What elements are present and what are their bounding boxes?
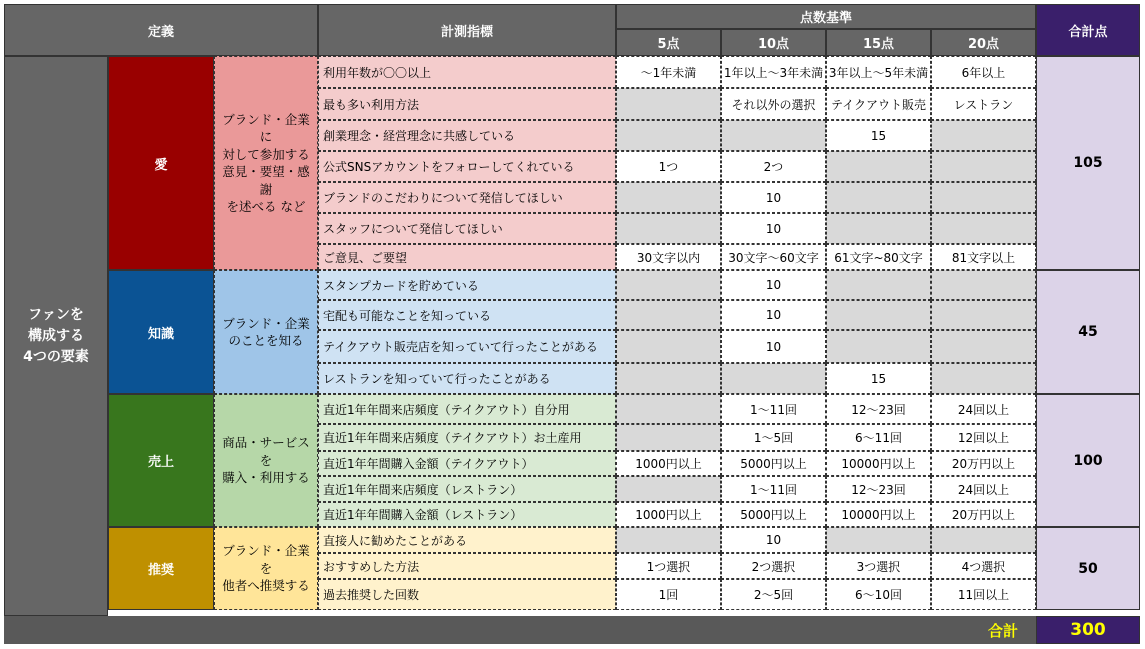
score-2-4-0: 1000円以上	[616, 502, 721, 527]
header-level-15: 15点	[826, 29, 931, 56]
score-1-1-3	[931, 300, 1036, 330]
indicator-1-3: レストランを知っていて行ったことがある	[318, 363, 616, 394]
header-definition: 定義	[4, 4, 318, 56]
score-0-6-3: 81文字以上	[931, 244, 1036, 270]
score-0-0-0: ～1年未満	[616, 56, 721, 88]
indicator-2-1: 直近1年年間来店頻度（テイクアウト）お土産用	[318, 424, 616, 451]
indicator-2-4: 直近1年年間購入金額（レストラン）	[318, 502, 616, 527]
score-3-2-3: 11回以上	[931, 579, 1036, 610]
score-1-3-3	[931, 363, 1036, 394]
score-2-2-3: 20万円以上	[931, 451, 1036, 476]
score-0-5-3	[931, 213, 1036, 244]
footer-total-label: 合計	[940, 616, 1036, 644]
score-1-3-0	[616, 363, 721, 394]
header-total: 合計点	[1036, 4, 1140, 56]
score-0-1-2: テイクアウト販売	[826, 88, 931, 120]
score-2-3-3: 24回以上	[931, 476, 1036, 502]
indicator-0-1: 最も多い利用方法	[318, 88, 616, 120]
score-3-2-0: 1回	[616, 579, 721, 610]
score-0-5-1: 10	[721, 213, 826, 244]
footer-bar	[4, 616, 940, 644]
score-0-6-2: 61文字~80文字	[826, 244, 931, 270]
category-total-3: 50	[1036, 527, 1140, 610]
indicator-2-2: 直近1年年間購入金額（テイクアウト）	[318, 451, 616, 476]
score-0-5-0	[616, 213, 721, 244]
category-description-2: 商品・サービス を 購入・利用する	[214, 394, 318, 527]
score-2-4-3: 20万円以上	[931, 502, 1036, 527]
score-1-0-0	[616, 270, 721, 300]
score-2-0-3: 24回以上	[931, 394, 1036, 424]
indicator-1-0: スタンプカードを貯めている	[318, 270, 616, 300]
score-1-0-2	[826, 270, 931, 300]
header-indicator: 計測指標	[318, 4, 616, 56]
category-3: 推奨	[108, 527, 214, 610]
score-0-2-0	[616, 120, 721, 151]
score-0-4-2	[826, 182, 931, 213]
score-3-2-1: 2～5回	[721, 579, 826, 610]
indicator-1-1: 宅配も可能なことを知っている	[318, 300, 616, 330]
score-2-1-0	[616, 424, 721, 451]
score-2-2-2: 10000円以上	[826, 451, 931, 476]
score-0-3-0: 1つ	[616, 151, 721, 182]
indicator-0-4: ブランドのこだわりについて発信してほしい	[318, 182, 616, 213]
header-level-20: 20点	[931, 29, 1036, 56]
score-2-1-3: 12回以上	[931, 424, 1036, 451]
indicator-2-3: 直近1年年間来店頻度（レストラン）	[318, 476, 616, 502]
indicator-3-0: 直接人に勧めたことがある	[318, 527, 616, 553]
score-3-1-3: 4つ選択	[931, 553, 1036, 579]
score-2-2-0: 1000円以上	[616, 451, 721, 476]
score-1-1-0	[616, 300, 721, 330]
score-0-1-1: それ以外の選択	[721, 88, 826, 120]
score-2-0-2: 12～23回	[826, 394, 931, 424]
header-score-standard: 点数基準	[616, 4, 1036, 29]
category-total-2: 100	[1036, 394, 1140, 527]
score-1-0-1: 10	[721, 270, 826, 300]
score-1-1-1: 10	[721, 300, 826, 330]
indicator-0-0: 利用年数が〇〇以上	[318, 56, 616, 88]
category-description-0: ブランド・企業 に 対して参加する 意見・要望・感 謝 を述べる など	[214, 56, 318, 270]
score-2-3-1: 1～11回	[721, 476, 826, 502]
elements-label: ファンを 構成する 4つの要素	[4, 56, 108, 616]
score-0-6-0: 30文字以内	[616, 244, 721, 270]
score-2-4-2: 10000円以上	[826, 502, 931, 527]
score-0-0-1: 1年以上～3年未満	[721, 56, 826, 88]
header-level-10: 10点	[721, 29, 826, 56]
score-3-1-2: 3つ選択	[826, 553, 931, 579]
score-1-3-1	[721, 363, 826, 394]
category-0: 愛	[108, 56, 214, 270]
indicator-3-1: おすすめした方法	[318, 553, 616, 579]
score-0-3-3	[931, 151, 1036, 182]
score-3-2-2: 6～10回	[826, 579, 931, 610]
indicator-0-5: スタッフについて発信してほしい	[318, 213, 616, 244]
score-1-2-2	[826, 330, 931, 363]
score-2-0-1: 1～11回	[721, 394, 826, 424]
indicator-3-2: 過去推奨した回数	[318, 579, 616, 610]
score-0-1-3: レストラン	[931, 88, 1036, 120]
score-3-1-1: 2つ選択	[721, 553, 826, 579]
score-0-4-1: 10	[721, 182, 826, 213]
score-0-1-0	[616, 88, 721, 120]
category-2: 売上	[108, 394, 214, 527]
score-1-2-3	[931, 330, 1036, 363]
score-0-2-1	[721, 120, 826, 151]
category-description-1: ブランド・企業 のことを知る	[214, 270, 318, 394]
score-2-3-0	[616, 476, 721, 502]
indicator-0-3: 公式SNSアカウントをフォローしてくれている	[318, 151, 616, 182]
score-3-0-0	[616, 527, 721, 553]
score-2-3-2: 12～23回	[826, 476, 931, 502]
indicator-0-2: 創業理念・経営理念に共感している	[318, 120, 616, 151]
header-level-5: 5点	[616, 29, 721, 56]
category-1: 知識	[108, 270, 214, 394]
score-0-0-2: 3年以上～5年未満	[826, 56, 931, 88]
score-2-0-0	[616, 394, 721, 424]
score-3-1-0: 1つ選択	[616, 553, 721, 579]
indicator-2-0: 直近1年年間来店頻度（テイクアウト）自分用	[318, 394, 616, 424]
score-0-0-3: 6年以上	[931, 56, 1036, 88]
score-3-0-2	[826, 527, 931, 553]
indicator-0-6: ご意見、ご要望	[318, 244, 616, 270]
score-3-0-3	[931, 527, 1036, 553]
footer-total-value: 300	[1036, 616, 1140, 644]
score-1-3-2: 15	[826, 363, 931, 394]
score-0-3-2	[826, 151, 931, 182]
score-2-1-1: 1～5回	[721, 424, 826, 451]
score-1-2-1: 10	[721, 330, 826, 363]
category-total-0: 105	[1036, 56, 1140, 270]
category-description-3: ブランド・企業 を 他者へ推奨する	[214, 527, 318, 610]
indicator-1-2: テイクアウト販売店を知っていて行ったことがある	[318, 330, 616, 363]
score-0-4-0	[616, 182, 721, 213]
score-0-2-3	[931, 120, 1036, 151]
score-0-3-1: 2つ	[721, 151, 826, 182]
category-total-1: 45	[1036, 270, 1140, 394]
score-1-2-0	[616, 330, 721, 363]
score-2-1-2: 6～11回	[826, 424, 931, 451]
score-2-2-1: 5000円以上	[721, 451, 826, 476]
score-0-6-1: 30文字～60文字	[721, 244, 826, 270]
score-2-4-1: 5000円以上	[721, 502, 826, 527]
score-0-5-2	[826, 213, 931, 244]
score-3-0-1: 10	[721, 527, 826, 553]
score-1-1-2	[826, 300, 931, 330]
score-1-0-3	[931, 270, 1036, 300]
score-0-4-3	[931, 182, 1036, 213]
score-0-2-2: 15	[826, 120, 931, 151]
